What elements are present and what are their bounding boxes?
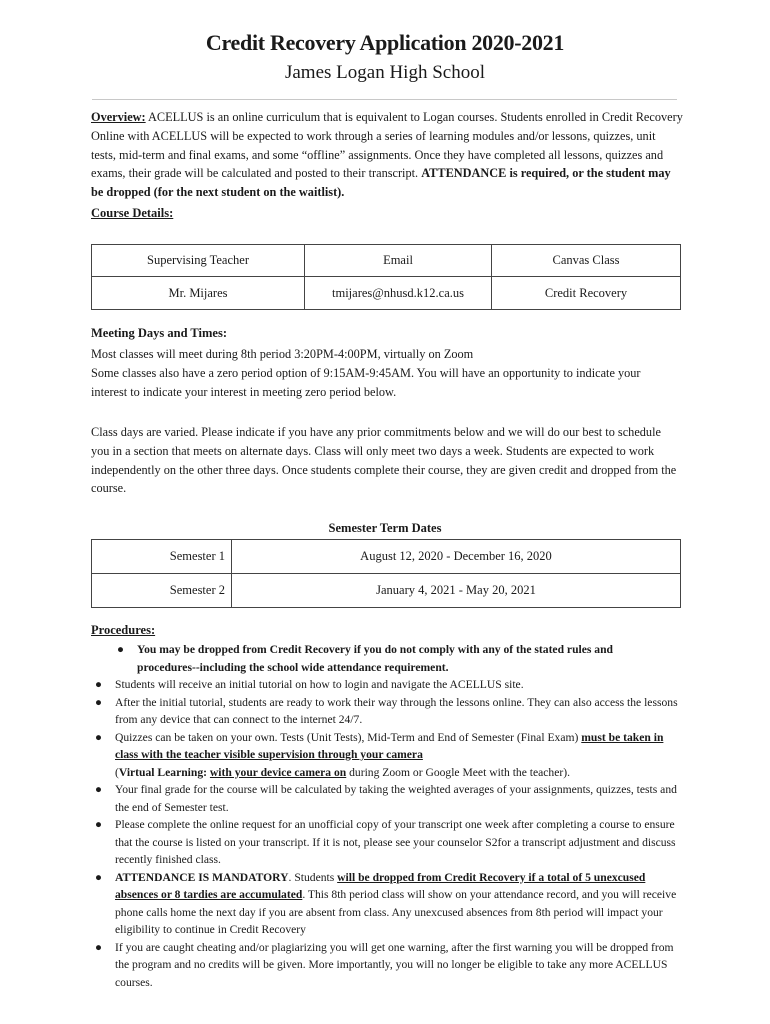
semester-dates: January 4, 2021 - May 20, 2021 (232, 574, 681, 608)
semester-label: Semester 1 (92, 540, 232, 574)
meeting-heading: Meeting Days and Times: (91, 326, 227, 340)
procedure-text: Quizzes can be taken on your own. Tests (Unit Tests), Mid-Term and End of Semester (Final Exam) (115, 730, 582, 744)
semester-dates-heading: Semester Term Dates (328, 521, 442, 535)
bullet-icon: ● (95, 695, 103, 709)
bullet-icon: ● (95, 870, 103, 884)
meeting-times-paragraph (91, 345, 651, 401)
header-divider (92, 99, 677, 100)
course-details-table (91, 244, 681, 310)
procedure-text: If you are caught cheating and/or plagiarizing you will get one warning, after the first warning you will be dropped from the program and no credits will be given. More importantly, you will no longer be eligible to take any more ACELLUS courses. (115, 940, 674, 989)
list-item (91, 781, 683, 816)
column-header-email: Email (305, 245, 492, 277)
procedure-text: After the initial tutorial, students are ready to work their way through the lessons online. They can also access the lessons from any device that can connect to the internet 24/7. (115, 695, 678, 726)
virtual-learning-label: Virtual Learning: (118, 765, 208, 779)
attendance-mandatory: ATTENDANCE IS MANDATORY (115, 870, 289, 884)
column-header-teacher: Supervising Teacher (92, 245, 305, 277)
bullet-icon: ● (95, 678, 103, 691)
course-details-row (92, 277, 681, 310)
list-item (91, 676, 683, 694)
list-item (91, 641, 683, 676)
course-details-heading: Course Details: (91, 206, 174, 220)
teacher-email: tmijares@nhusd.k12.ca.us (305, 277, 492, 310)
bullet-icon: ● (95, 730, 103, 744)
list-item (91, 869, 683, 939)
bullet-icon: ● (95, 783, 103, 796)
school-name: James Logan High School (284, 62, 485, 83)
camera-on-note: with your device camera on (209, 765, 347, 779)
procedure-text: Students will receive an initial tutorial on how to login and navigate the ACELLUS site. (115, 678, 524, 691)
overview-paragraph (91, 108, 683, 202)
document-title: Credit Recovery Application 2020-2021 (205, 30, 565, 55)
semester-dates-table (91, 539, 681, 608)
class-days-paragraph: Class days are varied. Please indicate if you have any prior commitments below and we will do our best to schedule you in a section that meets on alternate days. Class will only meet two days a week. Students are expected to work independently on the other three days. Once students complete their course, they are given credit and dropped from the course. (91, 425, 677, 496)
semester-row (92, 540, 681, 574)
overview-label: Overview: (91, 110, 146, 124)
procedure-text: Your final grade for the course will be calculated by taking the weighted averages of your assignments, quizzes, tests and the end of Semester test. (115, 783, 677, 814)
meeting-line-2: Some classes also have a zero period option of 9:15AM-9:45AM. You will have an opportunity to indicate your interest to indicate your interest in meeting zero period below. (91, 365, 641, 399)
column-header-canvas-class: Canvas Class (492, 245, 681, 277)
bullet-icon: ● (95, 818, 103, 831)
canvas-class-name: Credit Recovery (492, 277, 681, 310)
procedure-text: . Students (288, 870, 338, 884)
meeting-line-1: Most classes will meet during 8th period 3:20PM-4:00PM, virtually on Zoom (91, 347, 474, 361)
semester-dates: August 12, 2020 - December 16, 2020 (232, 540, 681, 574)
drop-rule: will be dropped from Credit Recovery if a total of 5 unexcused absences or 8 tardies are accumulated (115, 870, 646, 901)
procedure-text: Please complete the online request for an unofficial copy of your transcript one week after completing a course to ensure that the course is listed on your transcript. If it is not, please see your counselor S2for a transcript adjustment and discuss recently finished class. (115, 818, 676, 866)
camera-requirement: must be taken in class with the teacher visible supervision through your camera (115, 730, 664, 761)
overview-attendance-note: ATTENDANCE is required, or the student may be dropped (for the next student on the waitlist). (91, 166, 671, 200)
semester-row (92, 574, 681, 608)
procedure-text: during Zoom or Google Meet with the teacher). (346, 765, 570, 779)
bullet-icon: ● (117, 643, 125, 656)
list-item (91, 694, 683, 729)
list-item (91, 939, 683, 992)
procedure-text: . This 8th period class will show on your attendance record, and you will receive phone calls home the next day if you are absent from class. Any unexcused absences from 8th period will impact your eligibility to continue in Credit Recovery (115, 888, 677, 936)
semester-label: Semester 2 (92, 574, 232, 608)
list-item (91, 816, 683, 869)
teacher-name: Mr. Mijares (92, 277, 305, 310)
procedure-text: You may be dropped from Credit Recovery if you do not comply with any of the stated rules and procedures--including the school wide attendance requirement. (137, 643, 613, 674)
bullet-icon: ● (95, 940, 103, 954)
overview-text: ACELLUS is an online curriculum that is equivalent to Logan courses. Students enrolled in Credit Recovery Online with ACELLUS will be expected to work through a series of learning modules and/or lessons, quizzes, unit tests, mid-term and final exams, and some “offline” assignments. Once they have completed all lessons, quizzes and exams, their grade will be calculated and posted to their transcript. (91, 110, 683, 181)
procedure-text: ( (115, 765, 119, 779)
list-item (91, 729, 683, 782)
procedures-heading: Procedures: (91, 623, 156, 637)
course-details-header-row (92, 245, 681, 277)
procedures-list (91, 641, 683, 991)
